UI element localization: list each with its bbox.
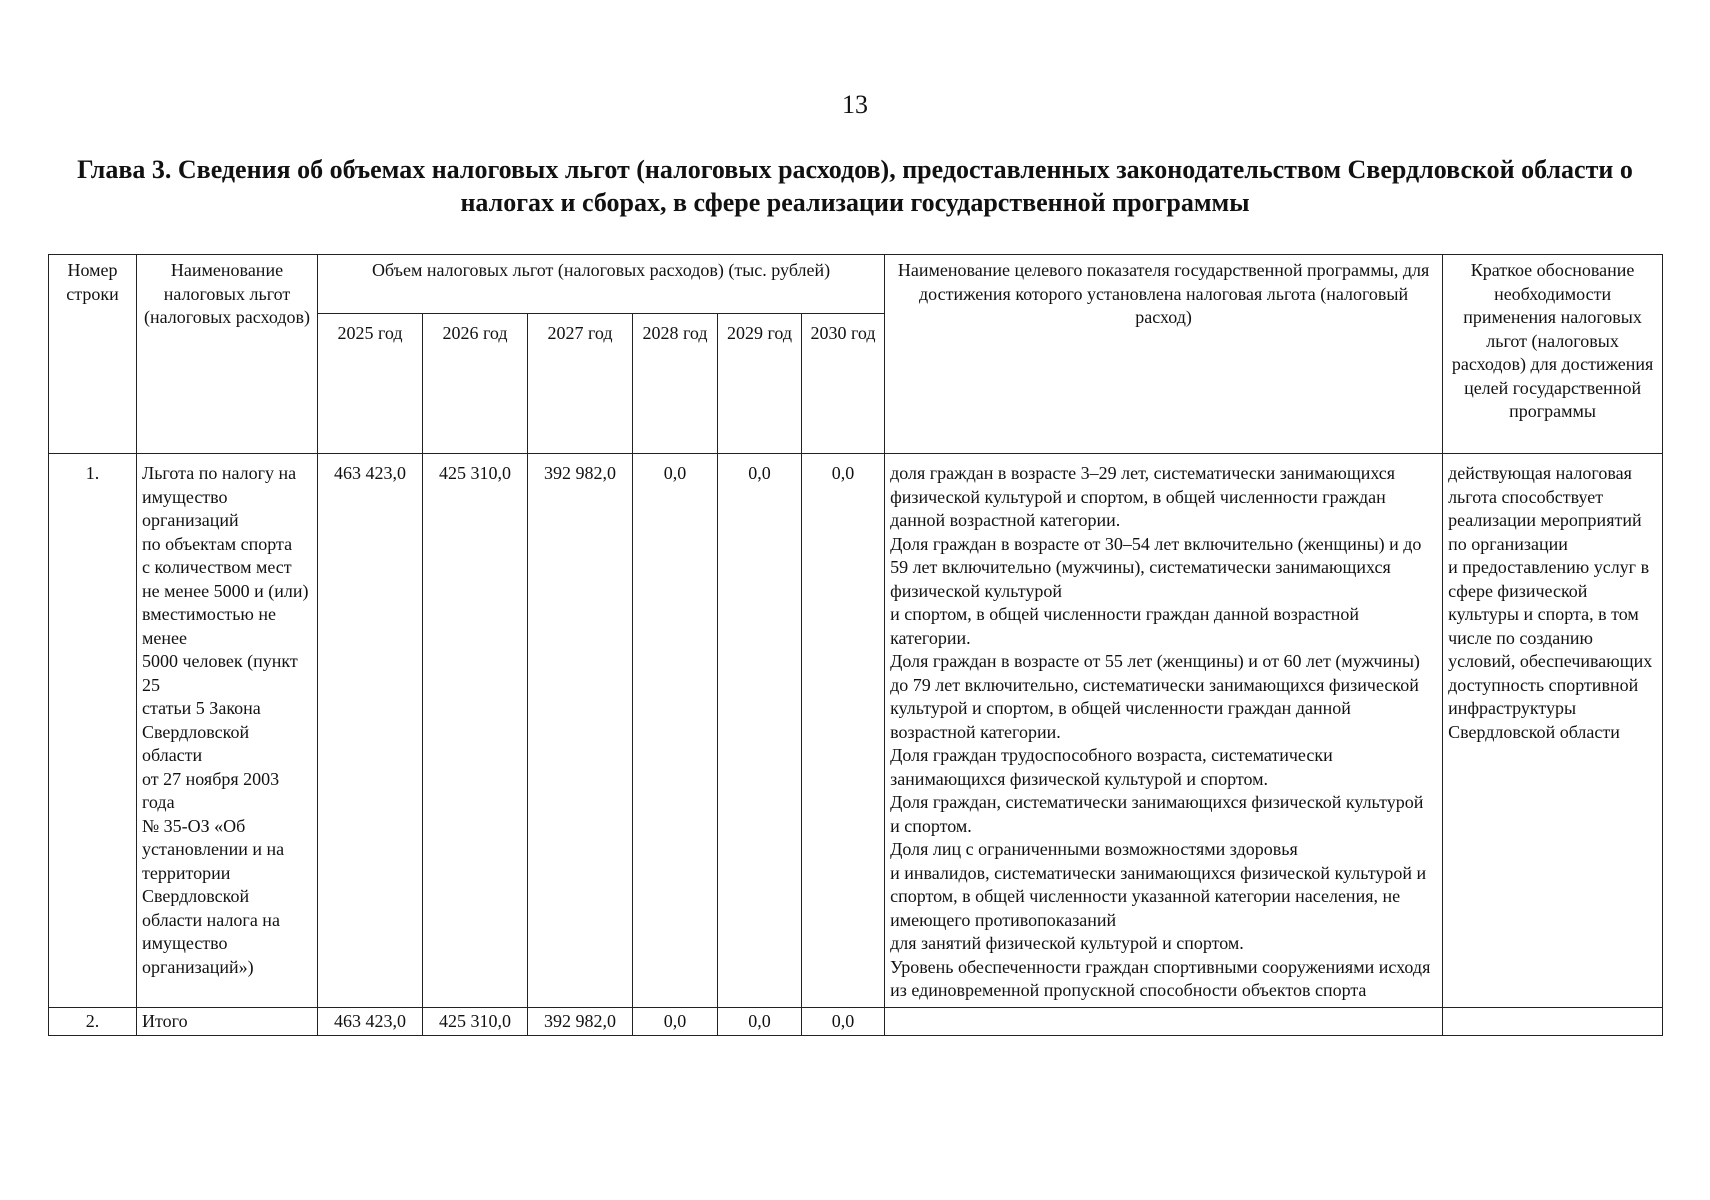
value-2030: 0,0 [802,454,885,1008]
justification-text: действующая налоговая льгота способствует реализации мероприятий по организации и предоставлению услуг в сфере физической культуры и спорта, в том числе по созданию условий, обеспечивающих доступность спортивной инфраструктуры Свердловской области [1443,454,1663,1008]
benefit-name: Итого [137,1007,318,1036]
value-2025: 463 423,0 [318,454,423,1008]
value-2028: 0,0 [633,1007,718,1036]
table-row-total [49,1007,1663,1036]
value-2029: 0,0 [718,454,802,1008]
header-volume: Объем налоговых льгот (налоговых расходов) (тыс. рублей) [318,255,885,314]
header-year: 2025 год [318,314,423,454]
value-2030: 0,0 [802,1007,885,1036]
chapter-title: Глава 3. Сведения об объемах налоговых льгот (налоговых расходов), предоставленных законодательством Свердловской области о налогах и сборах, в сфере реализации государственной программы [77,155,1633,217]
header-benefit-name: Наименование налоговых льгот (налоговых расходов) [137,255,318,454]
value-2029: 0,0 [718,1007,802,1036]
tax-benefits-table [48,254,1663,1036]
benefit-name: Льгота по налогу на имущество организаций по объектам спорта с количеством мест не менее 5000 и (или) вместимостью не менее 5000 человек (пункт 25 статьи 5 Закона Свердловской области от 27 ноября 2003 года № 35-ОЗ «Об установлении и на территории Свердловской области налога на имущество организаций») [137,454,318,1008]
header-year: 2029 год [718,314,802,454]
value-2026: 425 310,0 [423,454,528,1008]
header-row [49,255,1663,314]
row-number: 1. [49,454,137,1008]
value-2027: 392 982,0 [528,454,633,1008]
value-2026: 425 310,0 [423,1007,528,1036]
table-row [49,454,1663,1008]
value-2025: 463 423,0 [318,1007,423,1036]
value-2027: 392 982,0 [528,1007,633,1036]
header-indicator: Наименование целевого показателя государственной программы, для достижения которого установлена налоговая льгота (налоговый расход) [885,255,1443,454]
header-year: 2030 год [802,314,885,454]
header-year: 2028 год [633,314,718,454]
indicator-text: доля граждан в возрасте 3–29 лет, систематически занимающихся физической культурой и спортом, в общей численности граждан данной возрастной категории. Доля граждан в возрасте от 30–54 лет включительно (женщины) и до 59 лет включительно (мужчины), систематически занимающихся физической культурой и спортом, в общей численности граждан данной возрастной категории. Доля граждан в возрасте от 55 лет (женщины) и от 60 лет (мужчины) до 79 лет включительно, систематически занимающихся физической культурой и спортом, в общей численности граждан данной возрастной категории. Доля граждан трудоспособного возраста, систематически занимающихся физической культурой и спортом. Доля граждан, систематически занимающихся физической культурой и спортом. Доля лиц с ограниченными возможностями здоровья и инвалидов, систематически занимающихся физической культурой и спортом, в общей численности указанной категории населения, не имеющего противопоказаний для занятий физической культурой и спортом. Уровень обеспеченности граждан спортивными сооружениями исходя из единовременной пропускной способности объектов спорта [885,454,1443,1008]
value-2028: 0,0 [633,454,718,1008]
header-justification: Краткое обоснование необходимости применения налоговых льгот (налоговых расходов) для достижения целей государственной программы [1443,255,1663,454]
page-number: 13 [842,90,868,119]
justification-text [1443,1007,1663,1036]
row-number: 2. [49,1007,137,1036]
header-row-number: Номер строки [49,255,137,454]
header-year: 2027 год [528,314,633,454]
header-year: 2026 год [423,314,528,454]
indicator-text [885,1007,1443,1036]
